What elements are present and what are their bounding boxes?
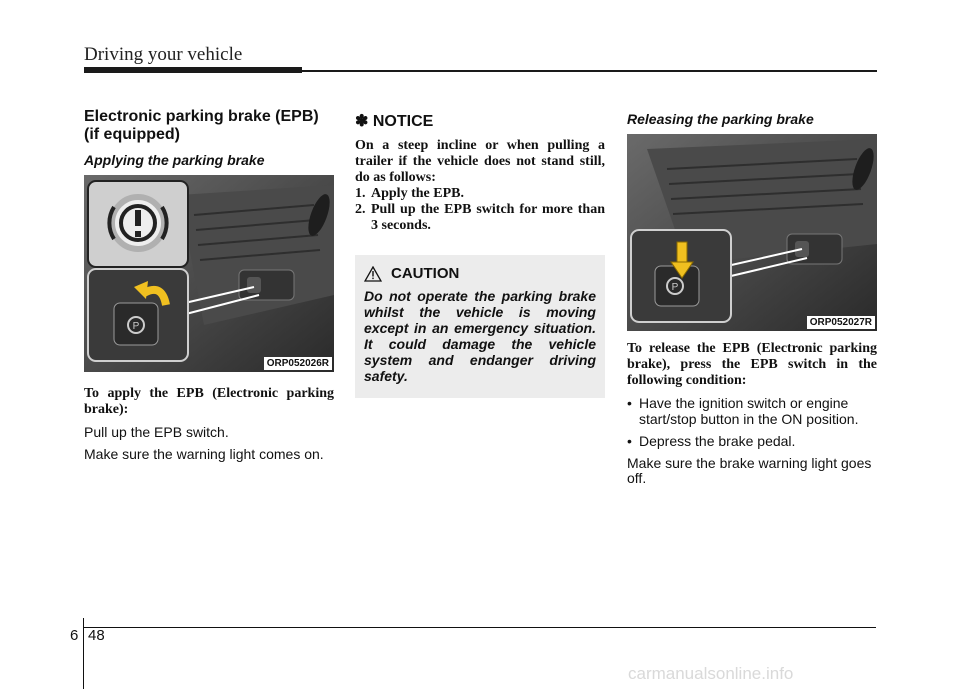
epb-apply-illustration [84,175,334,372]
warning-light-icon [88,181,188,267]
caution-header [364,265,596,282]
figure-apply-epb [84,175,334,372]
header-rule-thin [300,70,877,72]
list-item: 1. Apply the EPB. [355,186,464,201]
caution-text: Do not operate the parking brake whilst the vehicle is moving except in an emergency situation. It could damage the vehicle system and endanger driving safety. [364,288,596,384]
release-closing: Make sure the brake warning light goes off. [627,455,872,486]
svg-text:P: P [671,282,679,293]
list-item: 2. Pull up the EPB switch for more than 3 seconds. [355,202,605,233]
list-item: • Depress the brake pedal. [627,433,796,449]
caution-title: CAUTION [391,265,460,282]
apply-step-check: Make sure the warning light comes on. [84,446,324,462]
notice-body: On a steep incline or when pulling a trailer if the vehicle does not stand still, do as follows: [355,138,605,185]
notice-list [355,186,605,234]
notice-title: ✽ NOTICE [355,113,434,130]
subhead-applying: Applying the parking brake [84,152,265,168]
apply-instruction: To apply the EPB (Electronic parking brake): [84,386,334,417]
header-title: Driving your vehicle [84,44,243,65]
column-notice [355,108,605,398]
column-apply [84,108,334,462]
footer-divider [83,618,84,689]
subhead-releasing: Releasing the parking brake [627,111,814,127]
footer-rule [84,627,876,628]
section-title: Electronic parking brake (EPB) (if equipped) [84,108,319,143]
caution-box [355,255,605,398]
epb-switch-press-icon [631,230,731,322]
watermark: carmanualsonline.info [628,664,794,683]
figure-code: ORP052027R [807,316,875,329]
column-release [627,108,877,486]
list-item: • Have the ignition switch or engine start/stop button in the ON position. [627,395,859,427]
header-rule [84,67,302,73]
epb-release-illustration [627,134,877,331]
release-instruction: To release the EPB (Electronic parking brake), press the EPB switch in the following condition: [627,341,877,388]
page-number: 48 [88,627,105,644]
figure-code: ORP052026R [264,357,332,370]
warning-triangle-icon [364,266,382,282]
epb-switch-icon [88,269,188,361]
figure-release-epb [627,134,877,331]
apply-step-pull: Pull up the EPB switch. [84,424,229,440]
chapter-number: 6 [70,627,79,644]
svg-text:P: P [132,321,140,332]
